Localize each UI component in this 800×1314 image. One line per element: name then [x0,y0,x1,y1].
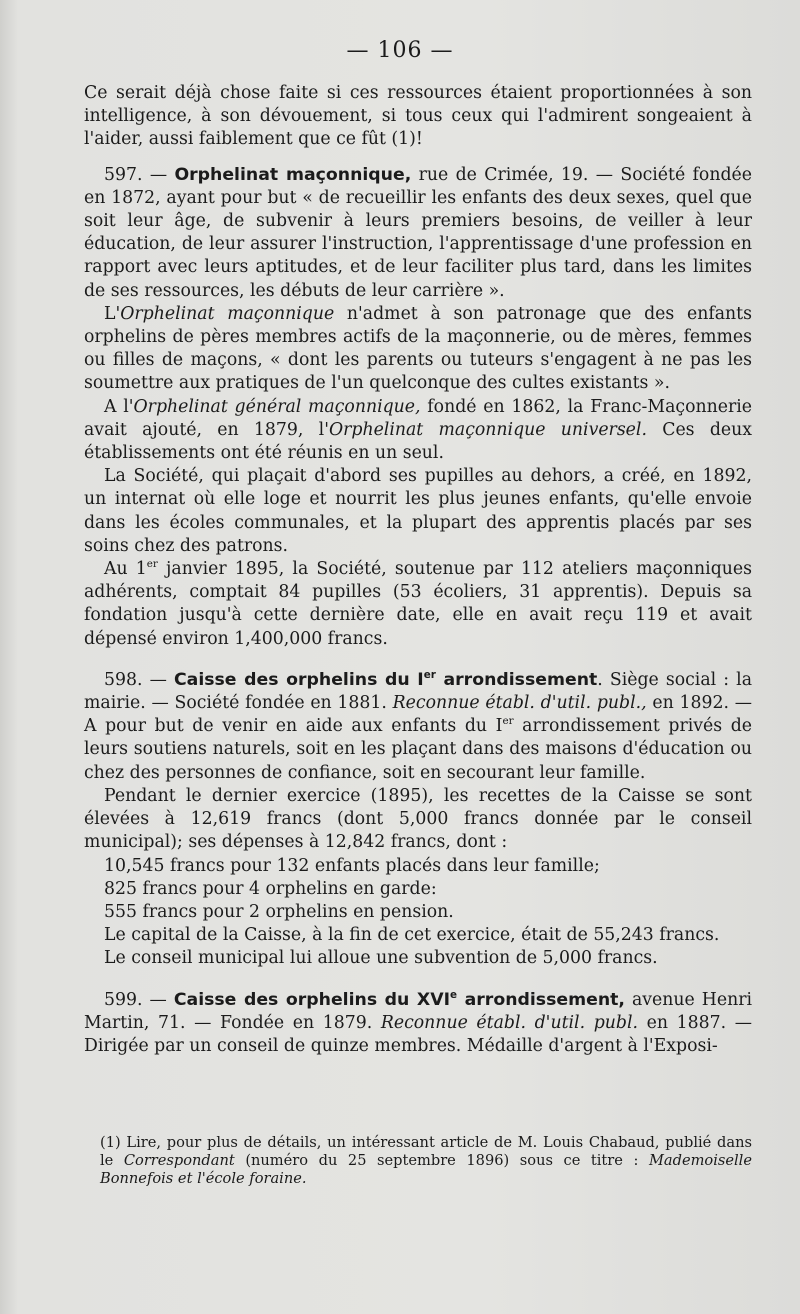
intro-paragraph: Ce serait déjà chose faite si ces ressources étaient proportionnées à son intelligence, à son dévouement, si tous ceux qui l'admirent songeaient à l'aider, aussi faiblement que ce fût (1)! [84,83,752,150]
section-number: 599. — [104,989,167,1010]
paragraph: Pendant le dernier exercice (1895), les recettes de la Caisse se sont élevées à 12,619 francs (dont 5,000 francs donnée par le conseil municipal); ses dépenses à 12,842 francs, dont : [84,785,752,853]
list-item: 825 francs pour 4 orphelins en garde: [104,878,437,899]
list-item: 555 francs pour 2 orphelins en pension. [104,901,454,922]
section-599: 599. — Caisse des orphelins du XVIe arrondissement, avenue Henri Martin, 71. — Fondée en 1879. Reconnue établ. d'util. publ. en 1887. — Dirigée par un conseil de quinze membres. Médaille d'argent à l'Exposi- [84,988,753,1056]
section-597 [84,164,752,303]
paragraph: L'Orphelinat maçonnique n'admet à son patronage que des enfants orphelins de pères membres actifs de la maçonnerie, ou de mères, femmes ou filles de maçons, « dont les parents ou tuteurs s'engagent à ne pas les soumettre aux pratiques de l'un quelconque des cultes existants ». [84,303,752,394]
section-text: rue de Crimée, 19. — Société fondée en 1872, ayant pour but « de recueillir les enfants des deux sexes, quel que soit leur âge, de subvenir à leurs premiers besoins, de veiller à leur éducation, de leur assurer l'instruction, l'apprentissage d'une profession en rapport avec leurs aptitudes, et de leur faciliter plus tard, dans les limites de ses ressources, les débuts de leur carrière ». [84,164,752,301]
list-item: Le conseil municipal lui alloue une subvention de 5,000 francs. [104,948,658,969]
section-title: Caisse des orphelins du Ier arrondissement [173,669,598,690]
section-title: Caisse des orphelins du XVIe arrondissement, [173,988,625,1010]
page-number: — 106 — [346,38,454,63]
page-body [84,82,752,1058]
list-item: 10,545 francs pour 132 enfants placés dans leur famille; [104,855,600,876]
paragraph: Au 1er janvier 1895, la Société, soutenue par 112 ateliers maçonniques adhérents, comptait 84 pupilles (53 écoliers, 31 apprentis). Depuis sa fondation jusqu'à cette dernière date, elle en avait reçu 119 et avait dépensé environ 1,400,000 francs. [84,558,752,649]
footnote: (1) Lire, pour plus de détails, un intéressant article de M. Louis Chabaud, publié dans le Correspondant (numéro du 25 septembre 1896) sous ce titre : Mademoiselle Bonnefois et l'école foraine. [100,1134,752,1187]
section-number: 598. — [104,669,167,690]
paragraph: A l'Orphelinat général maçonnique, fondé en 1862, la Franc-Maçonnerie avait ajouté, en 1879, l'Orphelinat maçonnique universel. Ces deux établissements ont été réunis en un seul. [84,396,752,464]
paragraph: La Société, qui plaçait d'abord ses pupilles au dehors, a créé, en 1892, un internat où elle loge et nourrit les plus jeunes enfants, qu'elle envoie dans les écoles communales, et la plupart des apprentis placés par ses soins chez des patrons. [84,466,752,556]
section-title: Orphelinat maçonnique, [174,164,412,185]
list-item: Le capital de la Caisse, à la fin de cet exercice, était de 55,243 francs. [104,925,720,946]
section-number: 597. — [104,164,168,185]
section-598: 598. — Caisse des orphelins du Ier arrondissement. Siège social : la mairie. — Société fondée en 1881. Reconnue établ. d'util. publ., en 1892. — A pour but de venir en aide aux enfants du Ier arrondissement privés de leurs soutiens naturels, soit en les plaçant dans des maisons d'éducation ou chez des personnes de confiance, soit en secourant leur famille. [84,669,752,783]
